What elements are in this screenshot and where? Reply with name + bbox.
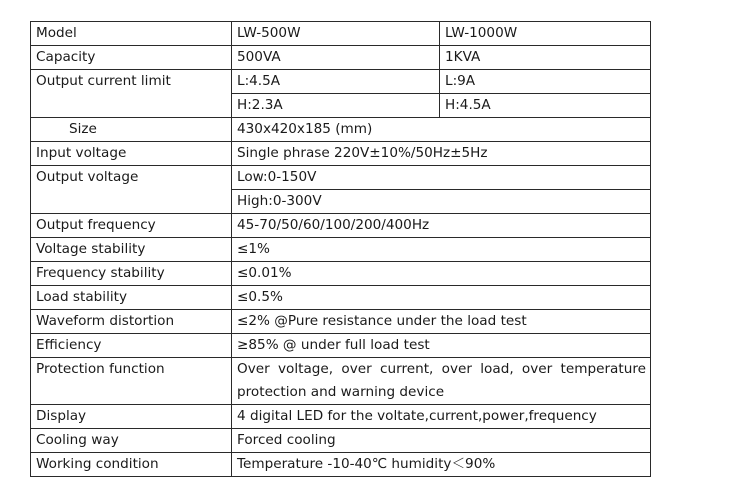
cell-value: H:4.5A (440, 94, 651, 118)
table-row (31, 214, 651, 238)
row-label: Protection function (31, 358, 232, 405)
table-row (31, 453, 651, 477)
table-row (31, 405, 651, 429)
row-label: Load stability (31, 286, 232, 310)
cell-value: ≥85% @ under full load test (232, 334, 651, 358)
cell-value: Forced cooling (232, 429, 651, 453)
row-label: Efficiency (31, 334, 232, 358)
row-label: Display (31, 405, 232, 429)
cell-value: 430x420x185 (mm) (232, 118, 651, 142)
cell-value: 4 digital LED for the voltate,current,power,frequency (232, 405, 651, 429)
cell-value: Temperature -10-40℃ humidity＜90% (232, 453, 651, 477)
row-label: Model (31, 22, 232, 46)
cell-value: High:0-300V (232, 190, 651, 214)
table-row (31, 142, 651, 166)
cell-value: LW-500W (232, 22, 440, 46)
table-row (31, 286, 651, 310)
cell-value: ≤0.5% (232, 286, 651, 310)
cell-value: 45-70/50/60/100/200/400Hz (232, 214, 651, 238)
cell-value: Over voltage, over current, over load, over temperature protection and warning device (232, 358, 651, 405)
cell-value: Low:0-150V (232, 166, 651, 190)
cell-value: L:9A (440, 70, 651, 94)
table-row (31, 238, 651, 262)
row-label: Output frequency (31, 214, 232, 238)
row-label: Working condition (31, 453, 232, 477)
spec-table (30, 21, 651, 477)
cell-value: ≤2% @Pure resistance under the load test (232, 310, 651, 334)
cell-value: 500VA (232, 46, 440, 70)
table-row (31, 334, 651, 358)
row-label: Voltage stability (31, 238, 232, 262)
cell-value: ≤1% (232, 238, 651, 262)
row-label: Output voltage (31, 166, 232, 214)
cell-value: ≤0.01% (232, 262, 651, 286)
table-row (31, 166, 651, 190)
cell-value: 1KVA (440, 46, 651, 70)
table-row (31, 118, 651, 142)
row-label: Frequency stability (31, 262, 232, 286)
cell-value: L:4.5A (232, 70, 440, 94)
cell-value: H:2.3A (232, 94, 440, 118)
row-label: Cooling way (31, 429, 232, 453)
table-row (31, 22, 651, 46)
table-row (31, 429, 651, 453)
row-label: Size (31, 118, 232, 142)
row-label: Waveform distortion (31, 310, 232, 334)
table-row (31, 358, 651, 405)
table-row (31, 70, 651, 94)
cell-value: LW-1000W (440, 22, 651, 46)
cell-value: Single phrase 220V±10%/50Hz±5Hz (232, 142, 651, 166)
table-row (31, 310, 651, 334)
row-label: Input voltage (31, 142, 232, 166)
row-label: Output current limit (31, 70, 232, 118)
row-label: Capacity (31, 46, 232, 70)
table-row (31, 46, 651, 70)
table-row (31, 262, 651, 286)
